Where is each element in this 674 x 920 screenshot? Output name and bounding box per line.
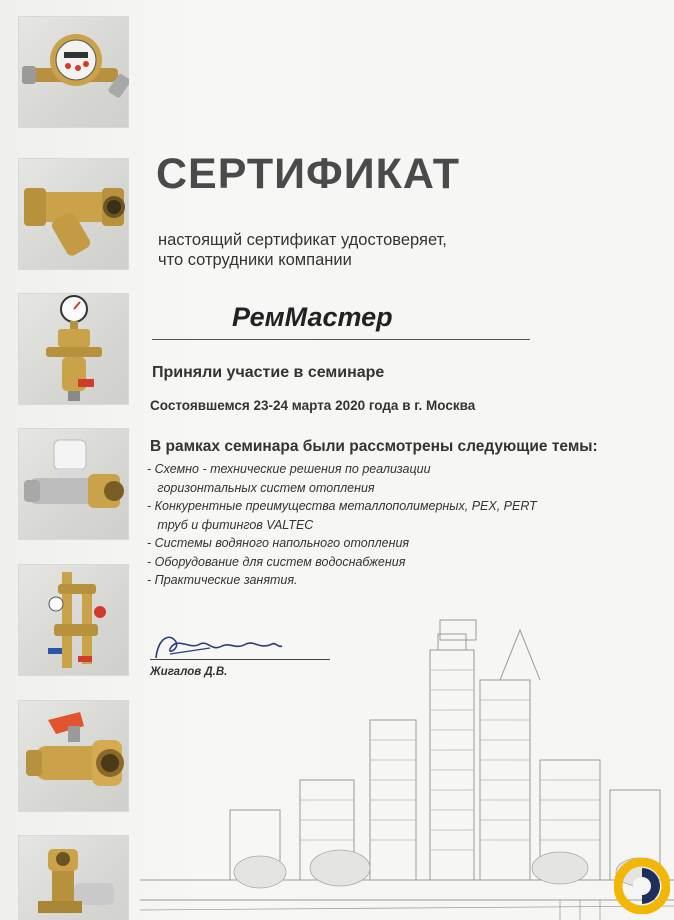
list-item: - Оборудование для систем водоснабжения (147, 554, 406, 569)
company-name: РемМастер (232, 302, 393, 332)
list-item: - Конкурентные преимущества металлополимерных, PEX, PERT (147, 499, 537, 513)
list-item: - Схемно - технические решения по реализации (147, 462, 431, 476)
topics-list (147, 460, 537, 590)
certificate-intro (158, 230, 578, 270)
mixing-unit-icon (18, 564, 129, 676)
topics-heading: В рамках семинара были рассмотрены следующие темы: (150, 438, 598, 455)
mixing-unit-thumbnail (18, 564, 129, 676)
pressure-gauge-filter-thumbnail (18, 293, 129, 405)
intro-line-2: что сотрудники компании (158, 251, 352, 269)
certificate-title: СЕРТИФИКАТ (156, 150, 461, 198)
intro-line-1: настоящий сертификат удостоверяет, (158, 231, 447, 249)
ball-valve-icon (18, 700, 129, 812)
press-fitting-elbow-icon (18, 835, 129, 920)
seminar-date-location: Состоявшемся 23-24 марта 2020 года в г. Москва (150, 398, 476, 413)
list-item: - Практические занятия. (147, 573, 298, 587)
water-meter-icon (18, 16, 129, 128)
water-meter-thumbnail (18, 16, 129, 128)
list-item: труб и фитингов VALTEC (147, 517, 314, 532)
pressure-gauge-filter-icon (18, 293, 129, 405)
company-underline (152, 339, 530, 340)
participation-statement: Приняли участие в семинаре (152, 364, 385, 381)
signature-line (150, 659, 330, 660)
watermark-logo-icon (614, 858, 670, 914)
thermostatic-valve-icon (18, 428, 129, 540)
thermostatic-valve-thumbnail (18, 428, 129, 540)
list-item: горизонтальных систем отопления (147, 480, 375, 495)
signer-name: Жигалов Д.В. (150, 666, 228, 678)
press-fitting-elbow-thumbnail (18, 835, 129, 920)
strainer-filter-icon (18, 158, 129, 270)
strainer-filter-thumbnail (18, 158, 129, 270)
list-item: - Системы водяного напольного отопления (147, 536, 410, 550)
ball-valve-thumbnail (18, 700, 129, 812)
